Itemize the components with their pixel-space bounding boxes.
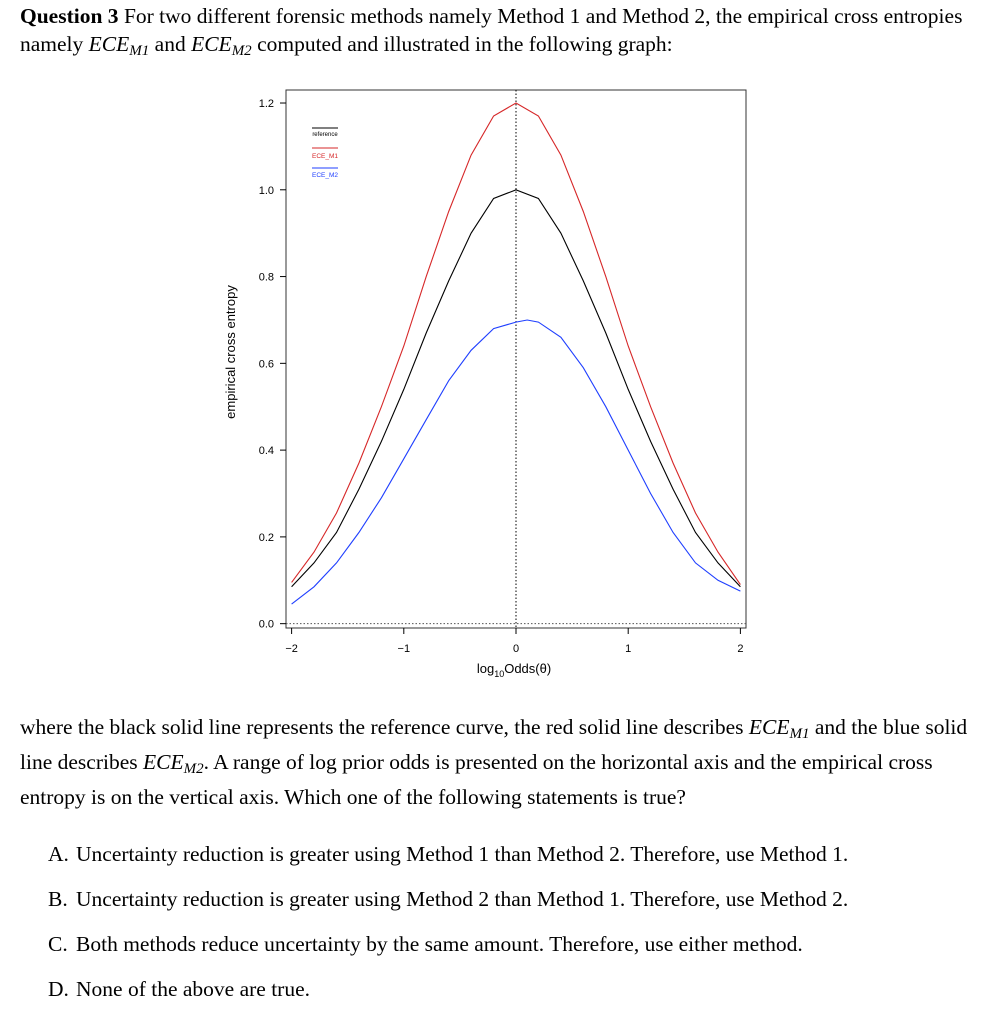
x-tick-label: −1 xyxy=(397,643,411,655)
option-text: Uncertainty reduction is greater using Method 1 than Method 2. Therefore, use Method 1. xyxy=(76,842,849,866)
y-tick-label: 0.6 xyxy=(258,358,274,371)
option-label: D. xyxy=(48,977,69,1001)
question-and-word: and xyxy=(154,32,186,56)
option-label: C. xyxy=(48,932,68,956)
y-tick-label: 1.0 xyxy=(258,184,274,197)
question-label: Question 3 xyxy=(20,4,119,28)
description-text-3: . A range of log prior odds is presented on the horizontal axis and the empirical cross entropy is on the vertical axis. Which one of the following statements is true? xyxy=(20,750,933,809)
x-axis-label: $\log_{10}Odds(\theta)$ xyxy=(476,661,552,679)
option-label: A. xyxy=(48,842,69,866)
desc-ece-m1-symbol: $ECE_{M1}$ xyxy=(748,715,810,742)
y-tick-label: 0.8 xyxy=(258,271,274,284)
description xyxy=(20,713,970,811)
x-tick-label: 1 xyxy=(625,643,632,655)
question-text-2: computed and illustrated in the following graph: xyxy=(257,32,673,56)
description-text-2: and the blue solid line describes xyxy=(20,715,968,774)
option-a[interactable] xyxy=(48,840,968,885)
option-c[interactable] xyxy=(48,930,968,975)
y-tick-label: 0.4 xyxy=(258,445,274,458)
option-label: B. xyxy=(48,887,68,911)
legend-label-ece-m1: ECE_M1 xyxy=(311,153,339,160)
y-tick-label: 0.0 xyxy=(258,618,274,631)
option-b[interactable] xyxy=(48,885,968,930)
x-tick-label: 0 xyxy=(512,643,520,655)
option-d[interactable] xyxy=(48,975,968,1020)
question-header xyxy=(20,2,970,65)
y-axis-label: empirical cross entropy xyxy=(223,285,238,419)
question-text-1: For two different forensic methods namely Method 1 and Method 2, the empirical cross entropies namely xyxy=(20,4,963,56)
option-text: None of the above are true. xyxy=(76,977,311,1001)
x-tick-label: 2 xyxy=(737,643,744,655)
y-tick-label: 0.2 xyxy=(258,531,274,544)
y-tick-label: 1.2 xyxy=(258,98,274,111)
option-text: Uncertainty reduction is greater using Method 2 than Method 1. Therefore, use Method 2. xyxy=(76,887,849,911)
desc-ece-m2-symbol: $ECE_{M2}$ xyxy=(143,750,204,777)
legend-label-reference: reference xyxy=(312,132,338,138)
answer-options xyxy=(48,840,968,1020)
x-tick-label: −2 xyxy=(285,643,298,655)
ece-m2-symbol: $ECE_{M2}$ xyxy=(191,32,252,59)
ece-m1-symbol: $ECE_{M1}$ xyxy=(88,32,150,59)
legend-label-ece-m2: ECE_M2 xyxy=(311,172,339,179)
option-text: Both methods reduce uncertainty by the same amount. Therefore, use either method. xyxy=(76,932,803,956)
description-text-1: where the black solid line represents the reference curve, the red solid line describes xyxy=(20,715,744,739)
ece-chart xyxy=(190,80,790,680)
